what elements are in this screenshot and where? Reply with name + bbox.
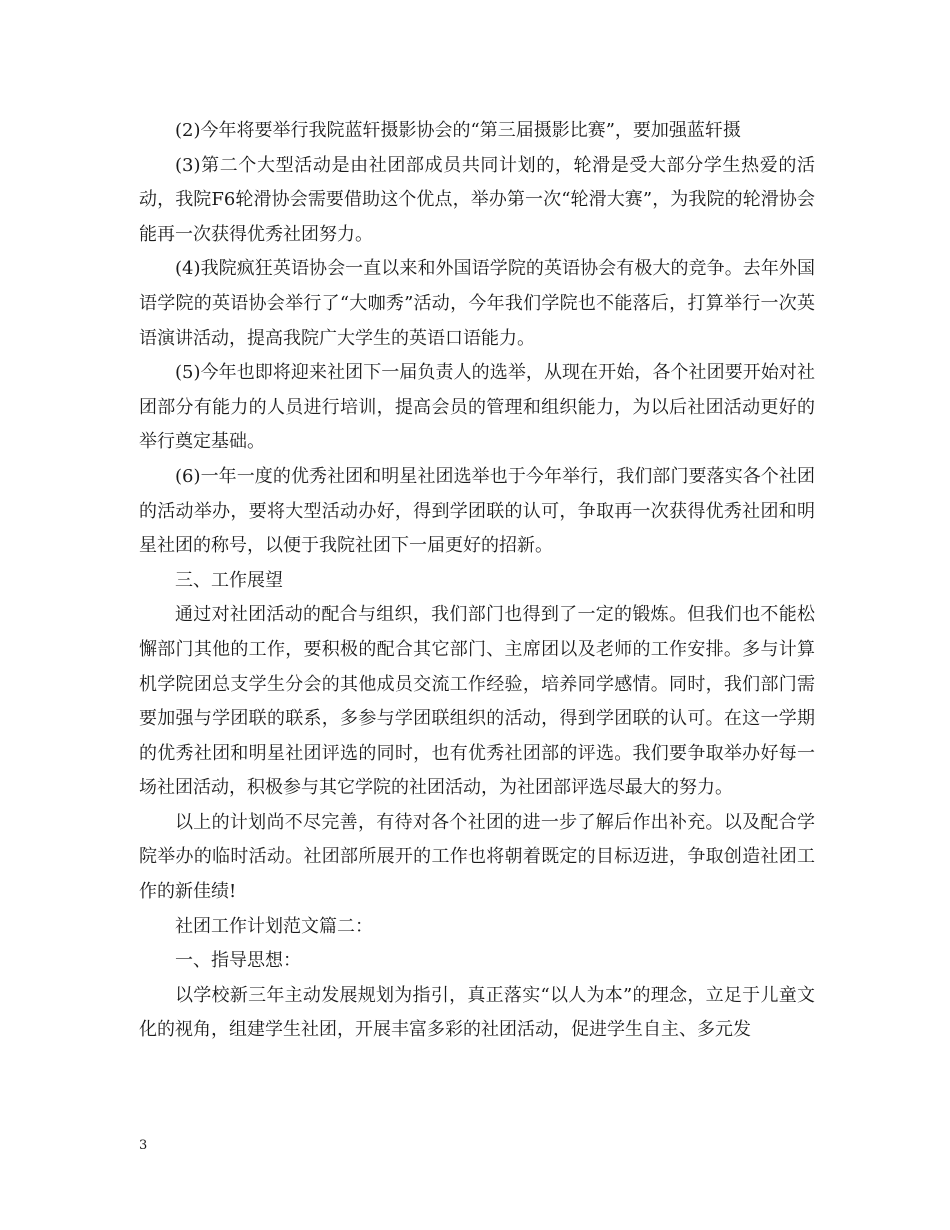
- article-title-part-two: 社团工作计划范文篇二：: [175, 915, 373, 937]
- paragraph-item-6: (6)一年一度的优秀社团和明星社团选举也于今年举行，我们部门要落实各个社团的活动举办，要将大型活动办好，得到学团联的认可，争取再一次获得优秀社团和明星社团的称号，以便于我院社团下一届更好的招新。: [139, 465, 815, 557]
- page-number: 3: [139, 1138, 148, 1153]
- paragraph-item-2: (2)今年将要举行我院蓝轩摄影协会的“第三届摄影比赛”，要加强蓝轩摄: [175, 120, 741, 141]
- paragraph-guiding-ideology: 以学校新三年主动发展规划为指引，真正落实“以人为本”的理念，立足于儿童文化的视角，组建学生社团，开展丰富多彩的社团活动，促进学生自主、多元发: [139, 984, 815, 1041]
- paragraph-item-4: (4)我院疯狂英语协会一直以来和外国语学院的英语协会有极大的竞争。去年外国语学院的英语协会举行了“大咖秀”活动，今年我们学院也不能落后，打算举行一次英语演讲活动，提高我院广大学生的英语口语能力。: [139, 258, 815, 349]
- document-body: [139, 114, 815, 1048]
- paragraph-outlook: 通过对社团活动的配合与组织，我们部门也得到了一定的锻炼。但我们也不能松懈部门其他的工作，要积极的配合其它部门、主席团以及老师的工作安排。多与计算机学院团总支学生分会的其他成员交流工作经验，培养同学感情。同时，我们部门需要加强与学团联的联系，多参与学团联组织的活动，得到学团联的认可。在这一学期的优秀社团和明星社团评选的同时，也有优秀社团部的评选。我们要争取举办好每一场社团活动，积极参与其它学院的社团活动，为社团部评选尽最大的努力。: [139, 604, 815, 799]
- paragraph-item-5: (5)今年也即将迎来社团下一届负责人的选举，从现在开始，各个社团要开始对社团部分有能力的人员进行培训，提高会员的管理和组织能力，为以后社团活动更好的举行奠定基础。: [139, 362, 815, 453]
- section-heading-work-outlook: 三、工作展望: [175, 569, 283, 591]
- section-heading-guiding-ideology: 一、指导思想：: [175, 950, 301, 972]
- paragraph-conclusion: 以上的计划尚不尽完善，有待对各个社团的进一步了解后作出补充。以及配合学院举办的临时活动。社团部所展开的工作也将朝着既定的目标迈进，争取创造社团工作的新佳绩!: [139, 811, 815, 903]
- paragraph-item-3: (3)第二个大型活动是由社团部成员共同计划的，轮滑是受大部分学生热爱的活动，我院F6轮滑协会需要借助这个优点，举办第一次“轮滑大赛”，为我院的轮滑协会能再一次获得优秀社团努力。: [139, 154, 815, 245]
